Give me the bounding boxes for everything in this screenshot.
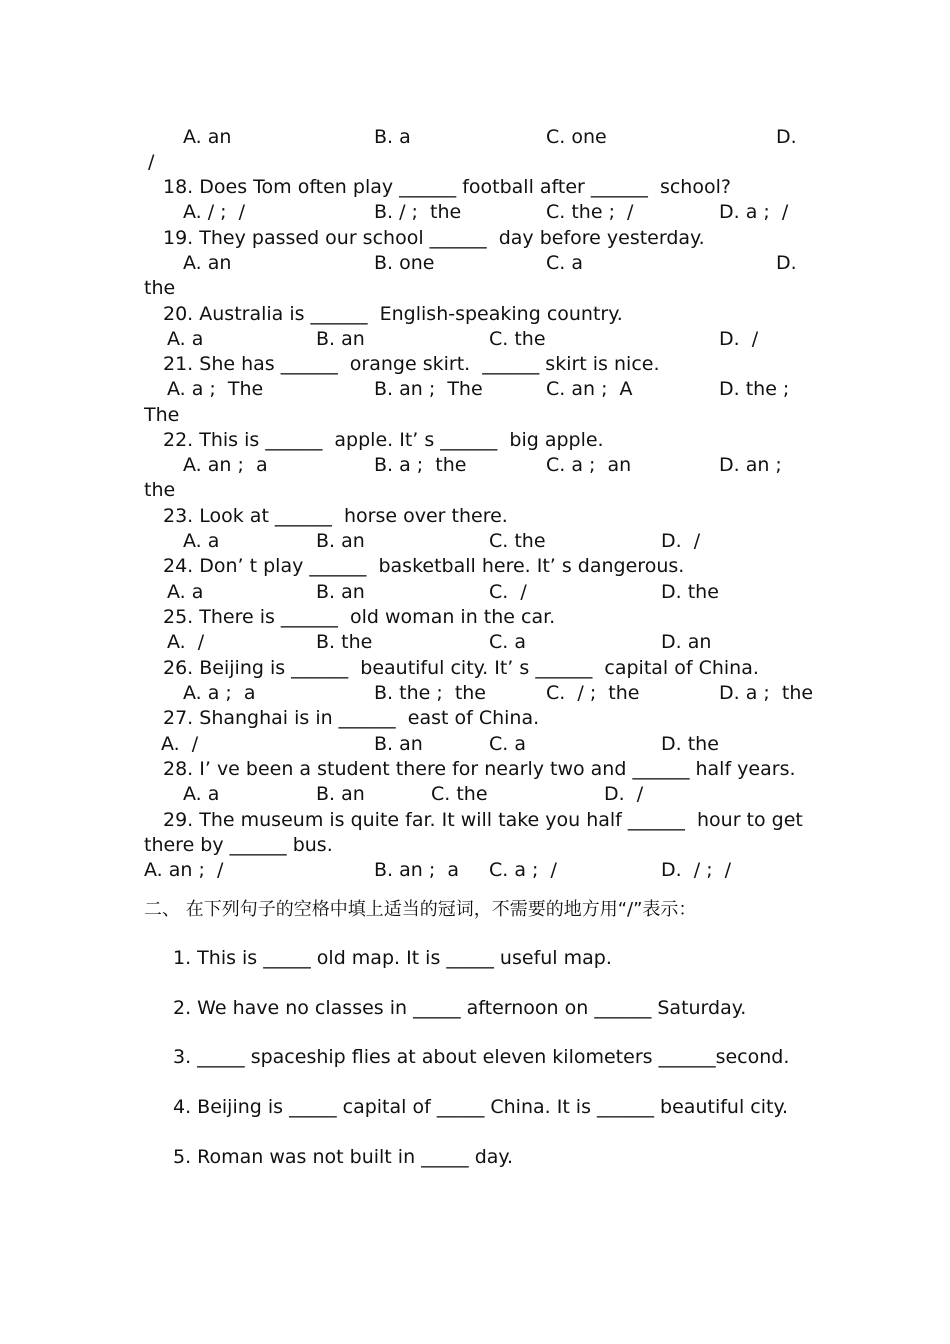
q26-option-a: A. a ; a (183, 682, 256, 704)
q27-stem: 27. Shanghai is in ______ east of China. (163, 707, 540, 729)
q28-stem: 28. I’ ve been a student there for nearly two and ______ half years. (163, 758, 796, 780)
q17-option-d-wrap: / (148, 151, 155, 173)
fill-item-2: 2. We have no classes in _____ afternoon on ______ Saturday. (173, 997, 747, 1019)
q27-option-d: D. the (661, 733, 719, 755)
q19-option-b: B. one (374, 252, 435, 274)
q20-option-d: D. / (719, 328, 759, 350)
q21-option-c: C. an ; A (546, 378, 633, 400)
fill-item-5: 5. Roman was not built in _____ day. (173, 1146, 513, 1168)
q18-option-c: C. the ; / (546, 201, 634, 223)
q23-option-b: B. an (316, 530, 365, 552)
q25-option-c: C. a (489, 631, 526, 653)
q19-option-d-wrap: the (144, 277, 176, 299)
q27-option-c: C. a (489, 733, 526, 755)
q24-stem: 24. Don’ t play ______ basketball here. It’ s dangerous. (163, 555, 685, 577)
q25-option-b: B. the (316, 631, 373, 653)
q18-option-a: A. / ; / (183, 201, 246, 223)
q26-option-c: C. / ; the (546, 682, 640, 704)
q26-option-d: D. a ; the (719, 682, 814, 704)
q21-option-b: B. an ; The (374, 378, 483, 400)
q26-stem: 26. Beijing is ______ beautiful city. It’ s ______ capital of China. (163, 657, 759, 679)
q22-option-a: A. an ; a (183, 454, 268, 476)
q27-option-a: A. / (161, 733, 199, 755)
q18-option-d: D. a ; / (719, 201, 789, 223)
q27-option-b: B. an (374, 733, 423, 755)
q17-option-b: B. a (374, 126, 411, 148)
q29-option-b: B. an ; a (374, 859, 459, 881)
q24-option-d: D. the (661, 581, 719, 603)
q19-option-a: A. an (183, 252, 232, 274)
fill-item-4: 4. Beijing is _____ capital of _____ China. It is ______ beautiful city. (173, 1096, 789, 1118)
q18-stem: 18. Does Tom often play ______ football after ______ school? (163, 176, 731, 198)
q18-option-b: B. / ; the (374, 201, 462, 223)
section2-heading: 二、 在下列句子的空格中填上适当的冠词，不需要的地方用“/”表示： (144, 899, 697, 920)
q28-option-a: A. a (183, 783, 220, 805)
q21-stem: 21. She has ______ orange skirt. ______ skirt is nice. (163, 353, 660, 375)
q21-option-d: D. the ; (719, 378, 790, 400)
q17-option-a: A. an (183, 126, 232, 148)
q19-option-d: D. (776, 252, 797, 274)
q20-option-b: B. an (316, 328, 365, 350)
q24-option-a: A. a (167, 581, 204, 603)
q24-option-b: B. an (316, 581, 365, 603)
q25-stem: 25. There is ______ old woman in the car. (163, 606, 556, 628)
q19-option-c: C. a (546, 252, 583, 274)
q29-option-d: D. / ; / (661, 859, 732, 881)
q22-option-c: C. a ; an (546, 454, 632, 476)
q24-option-c: C. / (489, 581, 527, 603)
q20-option-c: C. the (489, 328, 546, 350)
q26-option-b: B. the ; the (374, 682, 486, 704)
q28-option-d: D. / (604, 783, 644, 805)
q25-option-d: D. an (661, 631, 712, 653)
q23-option-a: A. a (183, 530, 220, 552)
q23-option-c: C. the (489, 530, 546, 552)
q22-option-b: B. a ; the (374, 454, 467, 476)
q23-option-d: D. / (661, 530, 701, 552)
q29-option-a: A. an ; / (144, 859, 224, 881)
q21-option-d-wrap: The (144, 404, 180, 426)
q22-stem: 22. This is ______ apple. It’ s ______ big apple. (163, 429, 604, 451)
q20-stem: 20. Australia is ______ English-speaking country. (163, 303, 623, 325)
q29-stem-wrap: there by ______ bus. (144, 834, 333, 856)
q17-option-c: C. one (546, 126, 607, 148)
fill-item-3: 3. _____ spaceship flies at about eleven kilometers ______second. (173, 1046, 790, 1068)
q25-option-a: A. / (167, 631, 205, 653)
q19-stem: 19. They passed our school ______ day before yesterday. (163, 227, 705, 249)
fill-item-1: 1. This is _____ old map. It is _____ useful map. (173, 947, 612, 969)
q20-option-a: A. a (167, 328, 204, 350)
q22-option-d-wrap: the (144, 479, 176, 501)
q22-option-d: D. an ; (719, 454, 782, 476)
q29-option-c: C. a ; / (489, 859, 557, 881)
q28-option-c: C. the (431, 783, 488, 805)
q28-option-b: B. an (316, 783, 365, 805)
q29-stem: 29. The museum is quite far. It will take you half ______ hour to get (163, 809, 803, 831)
q23-stem: 23. Look at ______ horse over there. (163, 505, 508, 527)
q17-option-d: D. (776, 126, 797, 148)
q21-option-a: A. a ; The (167, 378, 264, 400)
